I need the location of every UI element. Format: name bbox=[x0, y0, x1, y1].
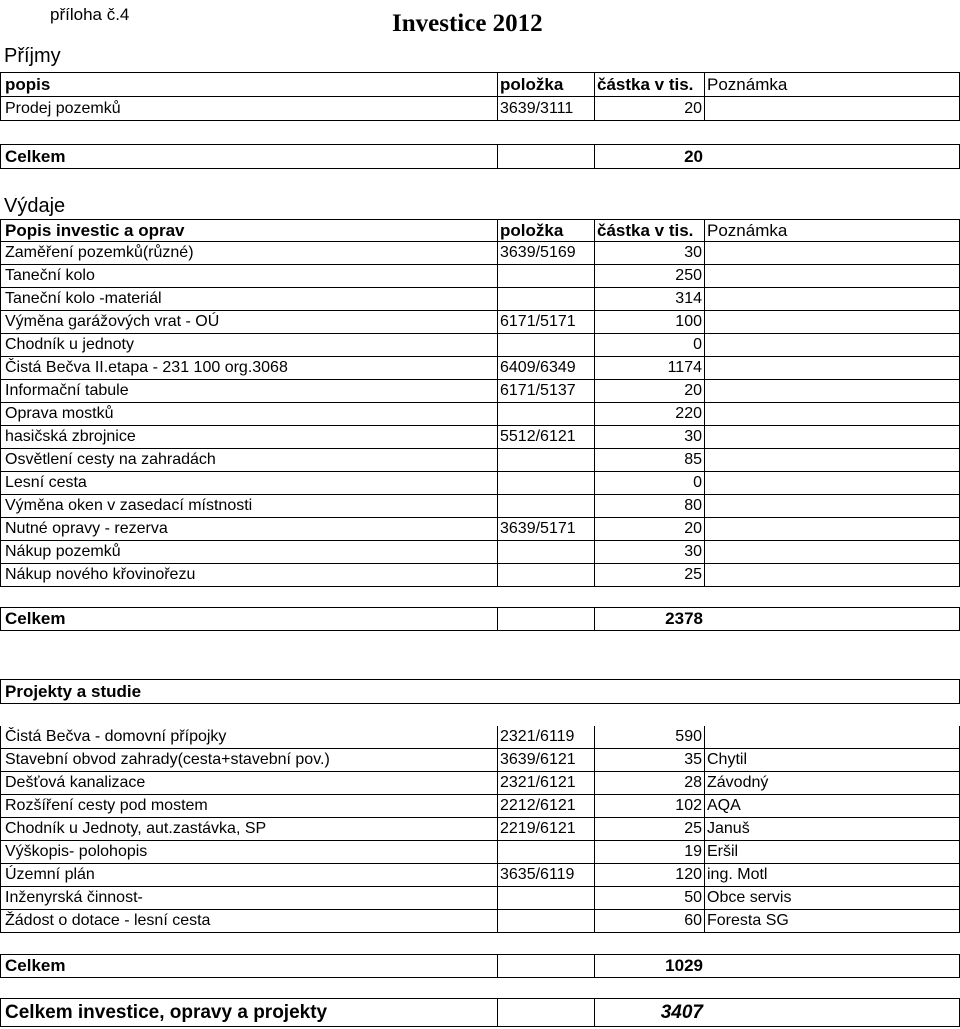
table-row bbox=[0, 887, 960, 910]
row-popis: Informační tabule bbox=[1, 380, 498, 402]
projekty-heading-row bbox=[0, 679, 960, 704]
row-castka: 220 bbox=[595, 403, 705, 425]
row-popis: Lesní cesta bbox=[1, 472, 498, 494]
row-polozka bbox=[498, 495, 595, 517]
vydaje-heading: Výdaje bbox=[4, 194, 66, 217]
row-polozka bbox=[498, 265, 595, 287]
row-polozka: 5512/6121 bbox=[498, 426, 595, 448]
row-polozka: 2321/6119 bbox=[498, 726, 595, 748]
vydaje-total-value: 2378 bbox=[665, 609, 703, 628]
table-row bbox=[0, 334, 960, 357]
row-polozka: 3639/5171 bbox=[498, 518, 595, 540]
row-poznamka: Januš bbox=[707, 820, 750, 837]
grand-total-value: 3407 bbox=[660, 1001, 703, 1023]
row-polozka bbox=[498, 472, 595, 494]
row-polozka bbox=[498, 910, 595, 932]
table-row bbox=[0, 864, 960, 887]
vydaje-header-row bbox=[0, 219, 960, 242]
row-castka: 100 bbox=[595, 311, 705, 333]
row-castka: 250 bbox=[595, 265, 705, 287]
row-polozka bbox=[498, 449, 595, 471]
row-castka: 20 bbox=[595, 380, 705, 402]
row-poznamka: Chytil bbox=[707, 751, 748, 768]
row-polozka: 2219/6121 bbox=[498, 818, 595, 840]
row-popis: Čistá Bečva II.etapa - 231 100 org.3068 bbox=[1, 357, 498, 379]
row-castka: 102 bbox=[595, 795, 705, 817]
row-poznamka bbox=[705, 334, 960, 356]
row-polozka: 3639/3111 bbox=[498, 97, 595, 120]
row-poznamka bbox=[705, 242, 960, 264]
table-row bbox=[0, 772, 960, 795]
row-castka: 0 bbox=[595, 334, 705, 356]
row-castka: 20 bbox=[595, 97, 705, 120]
table-row bbox=[0, 726, 960, 749]
page-title: Investice 2012 bbox=[392, 10, 543, 37]
table-row bbox=[0, 403, 960, 426]
row-popis: Nutné opravy - rezerva bbox=[1, 518, 498, 540]
vydaje-total-row bbox=[0, 607, 960, 631]
row-polozka: 6171/5137 bbox=[498, 380, 595, 402]
projekty-total-label: Celkem bbox=[1, 955, 498, 977]
row-popis: Nákup nového křovinořezu bbox=[1, 564, 498, 586]
prijmy-heading-row bbox=[0, 40, 960, 72]
row-castka: 35 bbox=[595, 749, 705, 771]
row-poznamka: Foresta SG bbox=[707, 912, 789, 929]
table-row bbox=[0, 541, 960, 564]
row-popis: Žádost o dotace - lesní cesta bbox=[1, 910, 498, 932]
row-popis: Výměna oken v zasedací místnosti bbox=[1, 495, 498, 517]
row-poznamka bbox=[705, 426, 960, 448]
row-polozka: 2321/6121 bbox=[498, 772, 595, 794]
row-popis: Čistá Bečva - domovní přípojky bbox=[1, 726, 498, 748]
row-popis: Prodej pozemků bbox=[1, 97, 498, 120]
table-row bbox=[0, 449, 960, 472]
row-polozka: 2212/6121 bbox=[498, 795, 595, 817]
row-popis: Nákup pozemků bbox=[1, 541, 498, 563]
table-row bbox=[0, 495, 960, 518]
row-polozka bbox=[498, 541, 595, 563]
row-popis: Chodník u jednoty bbox=[1, 334, 498, 356]
table-row bbox=[0, 749, 960, 772]
vydaje-heading-row bbox=[0, 193, 960, 219]
row-popis: Chodník u Jednoty, aut.zastávka, SP bbox=[1, 818, 498, 840]
row-poznamka bbox=[705, 495, 960, 517]
row-castka: 85 bbox=[595, 449, 705, 471]
row-castka: 30 bbox=[595, 426, 705, 448]
col-castka: částka v tis. bbox=[595, 73, 705, 96]
row-polozka bbox=[498, 841, 595, 863]
col-popis: popis bbox=[1, 73, 498, 96]
prijmy-total-row bbox=[0, 144, 960, 169]
table-row bbox=[0, 426, 960, 449]
row-castka: 28 bbox=[595, 772, 705, 794]
row-polozka: 6409/6349 bbox=[498, 357, 595, 379]
row-popis: Územní plán bbox=[1, 864, 498, 886]
table-row bbox=[0, 841, 960, 864]
row-castka: 1174 bbox=[595, 357, 705, 379]
table-row bbox=[0, 380, 960, 403]
row-popis: Oprava mostků bbox=[1, 403, 498, 425]
row-castka: 120 bbox=[595, 864, 705, 886]
row-poznamka bbox=[705, 403, 960, 425]
row-popis: Taneční kolo bbox=[1, 265, 498, 287]
row-popis: Taneční kolo -materiál bbox=[1, 288, 498, 310]
row-castka: 30 bbox=[595, 242, 705, 264]
table-row bbox=[0, 910, 960, 933]
col-popis-investic: Popis investic a oprav bbox=[1, 220, 498, 241]
col-polozka: položka bbox=[498, 73, 595, 96]
prijmy-header-row bbox=[0, 72, 960, 97]
table-row bbox=[0, 311, 960, 334]
projekty-total-value: 1029 bbox=[665, 956, 703, 975]
row-popis: Zaměření pozemků(různé) bbox=[1, 242, 498, 264]
table-row bbox=[0, 818, 960, 841]
projekty-total-row bbox=[0, 954, 960, 978]
row-polozka: 3639/5169 bbox=[498, 242, 595, 264]
row-poznamka bbox=[705, 97, 960, 120]
row-castka: 25 bbox=[595, 818, 705, 840]
table-row bbox=[0, 518, 960, 541]
row-popis: Výměna garážových vrat - OÚ bbox=[1, 311, 498, 333]
col-castka: částka v tis. bbox=[595, 220, 705, 241]
row-polozka bbox=[498, 887, 595, 909]
table-row bbox=[0, 357, 960, 380]
row-popis: Stavební obvod zahrady(cesta+stavební pov.) bbox=[1, 749, 498, 771]
row-poznamka bbox=[705, 380, 960, 402]
row-poznamka bbox=[705, 726, 960, 748]
row-castka: 19 bbox=[595, 841, 705, 863]
row-poznamka: AQA bbox=[707, 797, 741, 814]
row-popis: Dešťová kanalizace bbox=[1, 772, 498, 794]
row-poznamka bbox=[705, 311, 960, 333]
row-castka: 25 bbox=[595, 564, 705, 586]
row-poznamka: Eršil bbox=[707, 843, 739, 860]
table-row bbox=[0, 795, 960, 818]
row-castka: 60 bbox=[595, 910, 705, 932]
row-polozka bbox=[498, 403, 595, 425]
row-popis: hasičská zbrojnice bbox=[1, 426, 498, 448]
table-row bbox=[0, 265, 960, 288]
row-castka: 590 bbox=[595, 726, 705, 748]
row-popis: Osvětlení cesty na zahradách bbox=[1, 449, 498, 471]
row-poznamka bbox=[705, 265, 960, 287]
row-castka: 50 bbox=[595, 887, 705, 909]
grand-total-label: Celkem investice, opravy a projekty bbox=[1, 999, 498, 1026]
prijmy-total-value: 20 bbox=[684, 146, 703, 166]
row-poznamka bbox=[705, 288, 960, 310]
row-polozka: 3639/6121 bbox=[498, 749, 595, 771]
vydaje-total-label: Celkem bbox=[1, 608, 498, 630]
table-row bbox=[0, 472, 960, 495]
row-castka: 30 bbox=[595, 541, 705, 563]
projekty-heading: Projekty a studie bbox=[5, 681, 142, 701]
row-poznamka bbox=[705, 564, 960, 586]
row-poznamka: Závodný bbox=[707, 774, 769, 791]
row-popis: Výškopis- polohopis bbox=[1, 841, 498, 863]
table-row bbox=[0, 564, 960, 587]
row-popis: Rozšíření cesty pod mostem bbox=[1, 795, 498, 817]
row-poznamka bbox=[705, 472, 960, 494]
row-poznamka bbox=[705, 541, 960, 563]
row-polozka: 3635/6119 bbox=[498, 864, 595, 886]
row-poznamka bbox=[705, 357, 960, 379]
table-row bbox=[0, 97, 960, 121]
prijmy-total-label: Celkem bbox=[1, 145, 498, 168]
row-poznamka bbox=[705, 449, 960, 471]
col-poznamka: Poznámka bbox=[707, 74, 788, 94]
row-polozka bbox=[498, 288, 595, 310]
row-poznamka: ing. Motl bbox=[707, 866, 768, 883]
row-castka: 314 bbox=[595, 288, 705, 310]
row-polozka: 6171/5171 bbox=[498, 311, 595, 333]
col-polozka: položka bbox=[498, 220, 595, 241]
row-castka: 20 bbox=[595, 518, 705, 540]
row-poznamka: Obce servis bbox=[707, 889, 792, 906]
table-row bbox=[0, 288, 960, 311]
row-castka: 80 bbox=[595, 495, 705, 517]
prijmy-heading: Příjmy bbox=[4, 44, 61, 67]
row-polozka bbox=[498, 334, 595, 356]
grand-total-row bbox=[0, 998, 960, 1027]
row-popis: Inženyrská činnost- bbox=[1, 887, 498, 909]
row-castka: 0 bbox=[595, 472, 705, 494]
col-poznamka: Poznámka bbox=[707, 220, 788, 240]
row-poznamka bbox=[705, 518, 960, 540]
row-polozka bbox=[498, 564, 595, 586]
table-row bbox=[0, 242, 960, 265]
attachment-label: příloha č.4 bbox=[50, 5, 130, 24]
